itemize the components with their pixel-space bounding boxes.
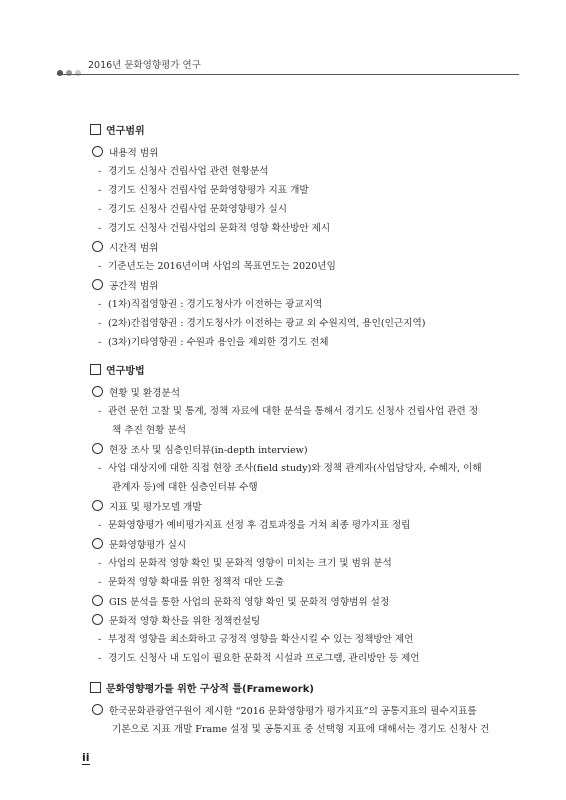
section-heading bbox=[90, 680, 314, 695]
continued-line bbox=[112, 723, 489, 736]
item-text: 사업의 문화적 영향 확인 및 문화적 영향이 미치는 크기 및 범위 분석 bbox=[108, 558, 392, 569]
checkbox-square-icon bbox=[90, 682, 101, 693]
bullet-item bbox=[92, 279, 158, 293]
dot-1 bbox=[57, 70, 63, 76]
continued-line bbox=[112, 481, 258, 494]
dash-item bbox=[98, 576, 284, 589]
item-text: 경기도 신청사 건립사업의 문화적 영향 확산방안 제시 bbox=[108, 223, 331, 234]
bullet-item bbox=[92, 386, 180, 400]
bullet-item bbox=[92, 443, 308, 457]
dash-item bbox=[98, 336, 328, 349]
circle-bullet-icon bbox=[92, 241, 103, 252]
circle-bullet-icon bbox=[92, 279, 103, 290]
dash-bullet-icon: - bbox=[98, 653, 102, 664]
bullet-item bbox=[92, 614, 260, 628]
dash-item bbox=[98, 184, 309, 197]
item-text: 문화적 영향 확대를 위한 정책적 대안 도출 bbox=[108, 577, 284, 588]
continued-line bbox=[112, 424, 186, 437]
dash-bullet-icon: - bbox=[98, 185, 102, 196]
header-title: 2016년 문화영향평가 연구 bbox=[88, 60, 201, 71]
dash-item bbox=[98, 405, 478, 418]
dash-item bbox=[98, 652, 420, 665]
item-text: 기준년도는 2016년이며 사업의 목표연도는 2020년임 bbox=[108, 261, 336, 272]
dash-item bbox=[98, 165, 268, 178]
dash-bullet-icon: - bbox=[98, 261, 102, 272]
dash-bullet-icon: - bbox=[98, 558, 102, 569]
item-text: 현황 및 환경분석 bbox=[109, 388, 180, 399]
item-text: 경기도 신청사 건립사업 문화영향평가 지표 개발 bbox=[108, 185, 309, 196]
dash-item bbox=[98, 462, 482, 475]
section-title: 연구범위 bbox=[106, 126, 145, 137]
item-text: 경기도 신청사 내 도입이 필요한 문화적 시설과 프로그램, 관리방안 등 제언 bbox=[108, 653, 420, 664]
dash-item bbox=[98, 317, 425, 330]
item-text: 문화영향평가 예비평가지표 선정 후 검토과정을 거쳐 최종 평가지표 정립 bbox=[108, 520, 411, 531]
header-rule bbox=[57, 74, 519, 75]
dash-bullet-icon: - bbox=[98, 463, 102, 474]
circle-bullet-icon bbox=[92, 704, 103, 715]
dash-bullet-icon: - bbox=[98, 223, 102, 234]
page-number: ii bbox=[82, 751, 90, 764]
item-text: 내용적 범위 bbox=[109, 148, 159, 159]
item-text: (1차)직접영향권 : 경기도청사가 이전하는 광교지역 bbox=[108, 299, 323, 310]
bullet-item bbox=[92, 538, 186, 552]
circle-bullet-icon bbox=[92, 500, 103, 511]
dash-bullet-icon: - bbox=[98, 318, 102, 329]
item-text: 경기도 신청사 건립사업 관련 현황분석 bbox=[108, 166, 269, 177]
item-text: 공간적 범위 bbox=[109, 281, 159, 292]
running-header bbox=[57, 57, 519, 73]
bullet-item bbox=[92, 146, 158, 160]
dash-bullet-icon: - bbox=[98, 204, 102, 215]
item-text: 관련 문헌 고찰 및 통계, 정책 자료에 대한 분석을 통해서 경기도 신청사 건립사업 관련 정 bbox=[108, 406, 479, 417]
item-text: 경기도 신청사 건립사업 문화영향평가 실시 bbox=[108, 204, 288, 215]
checkbox-square-icon bbox=[90, 124, 101, 135]
item-text: 한국문화관광연구원이 제시한 “2016 문화영향평가 평가지표”의 공통지표의 필수지표를 bbox=[109, 706, 477, 717]
dash-item bbox=[98, 557, 392, 570]
dash-bullet-icon: - bbox=[98, 299, 102, 310]
item-text: 현장 조사 및 심층인터뷰(in-depth interview) bbox=[109, 445, 308, 456]
bullet-item bbox=[92, 241, 158, 255]
item-text: 관계자 등)에 대한 심층인터뷰 수행 bbox=[112, 482, 258, 493]
dash-item bbox=[98, 298, 322, 311]
dash-item bbox=[98, 203, 287, 216]
item-text: (3차)기타영향권 : 수원과 용인을 제외한 경기도 전체 bbox=[108, 337, 329, 348]
item-text: 기본으로 지표 개발 Frame 설정 및 공통지표 중 선택형 지표에 대해서는 경기도 신청사 건 bbox=[112, 724, 490, 735]
item-text: 사업 대상지에 대한 직접 현장 조사(field study)와 정책 관계자(사업담당자, 수혜자, 이해 bbox=[108, 463, 482, 474]
bullet-item bbox=[92, 500, 202, 514]
dash-item bbox=[98, 222, 330, 235]
dot-2 bbox=[66, 70, 72, 76]
section-title: 문화영향평가를 위한 구상적 틀(Framework) bbox=[106, 684, 314, 695]
circle-bullet-icon bbox=[92, 614, 103, 625]
dash-bullet-icon: - bbox=[98, 337, 102, 348]
circle-bullet-icon bbox=[92, 386, 103, 397]
item-text: 문화적 영향 확산을 위한 정책컨설팅 bbox=[109, 616, 261, 627]
dot-3 bbox=[75, 70, 81, 76]
section-title: 연구방법 bbox=[106, 366, 145, 377]
section-heading bbox=[90, 362, 145, 377]
item-text: 책 추진 현황 분석 bbox=[112, 425, 187, 436]
item-text: 부정적 영향을 최소화하고 긍정적 영향을 확산시킬 수 있는 정책방안 제언 bbox=[108, 634, 414, 645]
dash-bullet-icon: - bbox=[98, 577, 102, 588]
circle-bullet-icon bbox=[92, 146, 103, 157]
bullet-item bbox=[92, 704, 477, 718]
dash-bullet-icon: - bbox=[98, 634, 102, 645]
dash-bullet-icon: - bbox=[98, 520, 102, 531]
item-text: 지표 및 평가모델 개발 bbox=[109, 502, 202, 513]
dash-item bbox=[98, 519, 410, 532]
dash-item bbox=[98, 633, 413, 646]
dash-bullet-icon: - bbox=[98, 166, 102, 177]
item-text: 시간적 범위 bbox=[109, 243, 159, 254]
item-text: GIS 분석을 통한 사업의 문화적 영향 확인 및 문화적 영향범위 설정 bbox=[109, 597, 390, 608]
bullet-item bbox=[92, 595, 389, 609]
dash-bullet-icon: - bbox=[98, 406, 102, 417]
circle-bullet-icon bbox=[92, 443, 103, 454]
circle-bullet-icon bbox=[92, 538, 103, 549]
circle-bullet-icon bbox=[92, 595, 103, 606]
checkbox-square-icon bbox=[90, 364, 101, 375]
dash-item bbox=[98, 260, 336, 273]
header-dots bbox=[57, 61, 84, 80]
item-text: 문화영향평가 실시 bbox=[109, 540, 187, 551]
section-heading bbox=[90, 122, 145, 137]
item-text: (2차)간접영향권 : 경기도청사가 이전하는 광교 외 수원지역, 용인(인근지역) bbox=[108, 318, 426, 329]
